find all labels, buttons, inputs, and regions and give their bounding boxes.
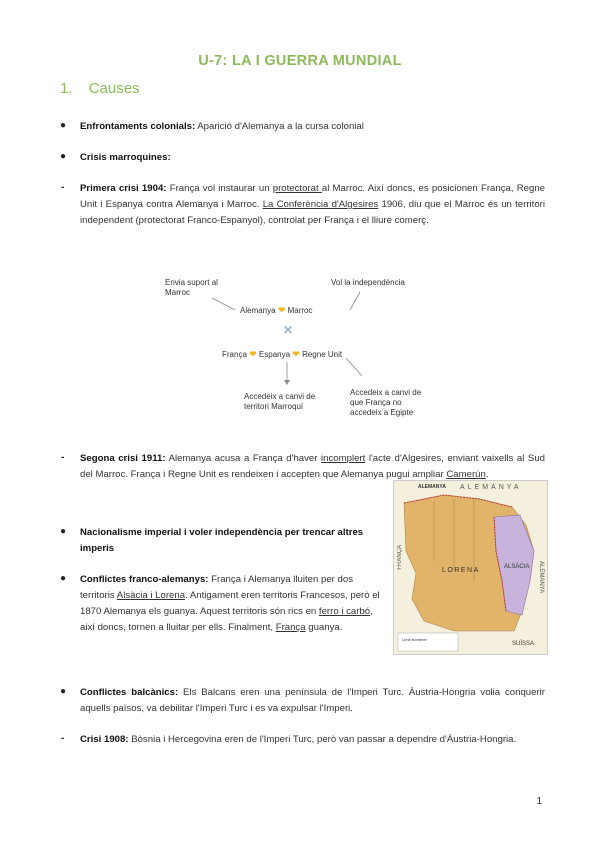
bullet-nacionalisme <box>80 525 385 557</box>
bullet-text: Bòsnia i Hercegovina eren de l'Imperi Turc, però van passar a dependre d'Àustria-Hongria. <box>128 734 517 745</box>
text: França vol instaurar un <box>166 183 273 194</box>
bullet-icon: ● <box>60 686 67 697</box>
bold-label: Conflictes balcànics: <box>80 687 179 698</box>
bullet-text: Els Balcans eren una península de l'Imperi Turc. Àustria-Hongria volia conquerir aquells països, va debilitar l'Imperi Turc i es va expulsar l'Imperi. <box>80 687 545 714</box>
diagram-accedeix-1: Accedeix a canvi de territori Marroquí <box>244 392 316 411</box>
bold-label: Segona crisi 1911: <box>80 453 166 464</box>
bullet-icon: ● <box>60 120 67 131</box>
map-label-lorena: LORENA <box>442 567 480 574</box>
section-heading <box>60 80 140 97</box>
bullet-franco-alemanys <box>80 572 385 636</box>
map-label-header: ALEMANYA <box>418 484 446 490</box>
bullet-primera-crisi <box>80 181 545 229</box>
cross-icon: ✕ <box>283 323 294 337</box>
bold-label: Crisi 1908: <box>80 734 129 745</box>
bullet-icon: ● <box>60 526 67 537</box>
bullet-icon: ● <box>60 573 67 584</box>
bullet-crisi-1908 <box>80 732 545 748</box>
section-number: 1. <box>60 80 73 97</box>
underlined-term: Camerún <box>446 469 486 480</box>
map-label-franca: FRANÇA <box>397 545 403 570</box>
text: , així doncs, tornen a lluitar per ells. Finalment, <box>80 606 373 633</box>
diagram-regne-unit: Regne Unit <box>302 350 343 359</box>
dash-icon: - <box>61 182 65 193</box>
page-number: 1 <box>536 796 542 807</box>
bullet-text: Aparició d'Alemanya a la cursa colonial <box>195 121 364 132</box>
text: . <box>485 469 489 480</box>
text: al Marroc. Així doncs, es posicionen França, Regne Unit i Espanya contra Alemanya i Marroc. <box>80 183 545 210</box>
text: Alemanya acusa a França d'haver <box>165 453 322 464</box>
diagram-marroc: Marroc <box>287 306 313 315</box>
underlined-term: La Conferència d'Algesires <box>262 199 379 210</box>
bullet-enfrontaments <box>80 119 545 135</box>
bullet-icon: ● <box>60 151 67 162</box>
diagram-accedeix-2: Accedeix a canvi de que França no accedeix a Egipte <box>350 388 422 417</box>
bullet-balcanics <box>80 685 545 717</box>
diagram-envia: Envia suport al Marroc <box>165 278 218 297</box>
text: l'acte d'Algesires, enviant vaixells al Sud del Marroc. França i Regne Unit es rendeixen i accepten que Alemanya pugui ampliar <box>80 453 545 480</box>
bullet-crisis <box>80 150 545 166</box>
map-label-suissa: SUÏSSA <box>512 641 535 647</box>
bullet-segona-crisi <box>80 451 545 483</box>
dash-icon: - <box>61 452 65 463</box>
diagram-franca: França <box>222 350 247 359</box>
underlined-term: Alsàcia i Lorena <box>116 590 186 601</box>
heart-icon: ❤ <box>277 305 286 315</box>
diagram-espanya: Espanya <box>258 350 291 359</box>
text: guanya. <box>305 622 343 633</box>
underlined-term: ferro i carbó <box>318 606 371 617</box>
bold-label: Nacionalisme imperial i voler independència per trencar altres imperis <box>80 527 364 554</box>
bold-label: Primera crisi 1904: <box>80 183 167 194</box>
heart-icon: ❤ <box>292 349 300 359</box>
diagram-alemanya: Alemanya <box>240 306 276 315</box>
underlined-term: incomplert <box>321 453 366 464</box>
map-alsace-lorraine <box>393 480 548 655</box>
underlined-term: França <box>275 622 306 633</box>
bold-label: Enfrontaments colonials: <box>80 121 196 132</box>
diagram-bottom-row <box>222 349 342 360</box>
bold-label: Conflictes franco-alemanys: <box>80 574 209 585</box>
map-label-alsacia: ALSÀCIA <box>504 564 530 570</box>
diagram-top-row <box>240 305 312 316</box>
map-label-alemanya: ALEMANYA <box>460 484 522 491</box>
heart-icon: ❤ <box>249 349 257 359</box>
map-label-alemanya-v: ALEMANYA <box>538 561 544 594</box>
bold-label: Crisis marroquines: <box>80 152 171 163</box>
text: França i Alemanya lluiten per dos territoris <box>80 574 354 601</box>
page-title: U-7: LA I GUERRA MUNDIAL <box>198 53 402 69</box>
section-label: Causes <box>88 80 140 97</box>
map-legend: Límit fronterer <box>402 637 427 642</box>
text: 1906, diu que el Marroc és un territori independent (protectorat Franco-Espanyol), controlat per França i el lliure comerç. <box>80 199 545 226</box>
dash-icon: - <box>61 733 65 744</box>
diagram-vol: Vol la independència <box>331 278 405 287</box>
text: . Antigament eren territoris Francesos, però el 1870 Alemanya els guanya. Aquest territoris són rics en <box>80 590 380 617</box>
underlined-term: protectorat <box>272 183 322 194</box>
